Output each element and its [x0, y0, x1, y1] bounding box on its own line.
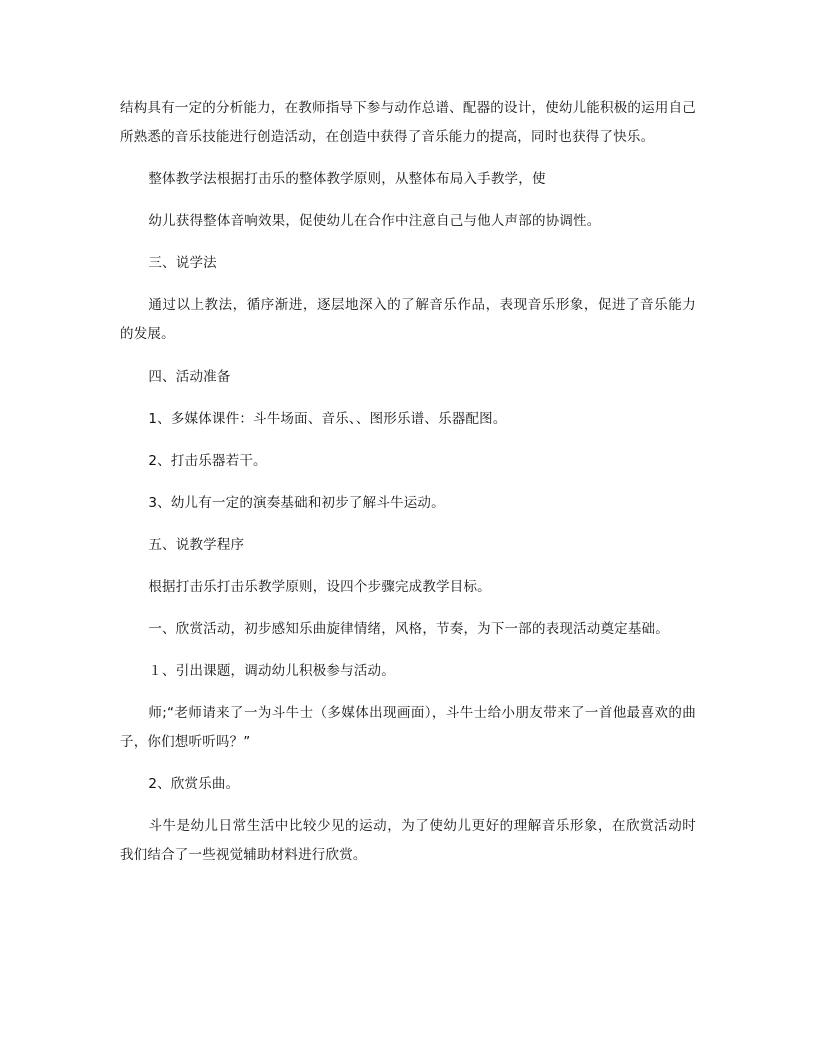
paragraph-bullfight-visual-aids: 斗牛是幼儿日常生活中比较少见的运动，为了使幼儿更好的理解音乐形象，在欣赏活动时我们结合了一些视觉辅助材料进行欣赏。: [120, 818, 696, 863]
paragraph-four-steps: 根据打击乐打击乐教学原则，设四个步骤完成教学目标。: [148, 579, 491, 595]
paragraph-whole-sound-effect: 幼儿获得整体音响效果，促使幼儿在合作中注意自己与他人声部的协调性。: [148, 213, 601, 229]
list-item-appreciate-music: 2、欣赏乐曲。: [148, 776, 240, 792]
paragraph-continuation: 结构具有一定的分析能力，在教师指导下参与动作总谱、配器的设计，使幼儿能积极的运用自己所熟悉的音乐技能进行创造活动，在创造中获得了音乐能力的提高，同时也获得了快乐。: [120, 100, 696, 145]
paragraph-whole-teaching-method: 整体教学法根据打击乐的整体教学原则，从整体布局入手教学，使: [148, 171, 546, 187]
section-heading-learning-method: 三、说学法: [148, 255, 217, 271]
list-item-multimedia: 1、多媒体课件：斗牛场面、音乐、、图形乐谱、乐器配图。: [148, 411, 507, 427]
section-heading-teaching-procedure: 五、说教学程序: [148, 537, 245, 553]
list-item-instruments: 2、打击乐器若干。: [148, 453, 267, 469]
list-item-foundation: 3、幼儿有一定的演奏基础和初步了解斗牛运动。: [148, 495, 445, 511]
list-item-introduce-topic: １、引出课题，调动幼儿积极参与活动。: [148, 663, 395, 679]
document-body: [120, 94, 696, 870]
paragraph-teacher-quote: 师;“老师请来了一为斗牛士（多媒体出现画面），斗牛士给小朋友带来了一首他最喜欢的曲子，你们想听听吗？”: [120, 705, 696, 750]
section-heading-preparation: 四、活动准备: [148, 369, 231, 385]
paragraph-learning-method: 通过以上教法，循序渐进，逐层地深入的了解音乐作品，表现音乐形象，促进了音乐能力的发展。: [120, 297, 696, 342]
paragraph-appreciation-activity: 一、欣赏活动，初步感知乐曲旋律情绪，风格，节奏，为下一部的表现活动奠定基础。: [148, 621, 669, 637]
